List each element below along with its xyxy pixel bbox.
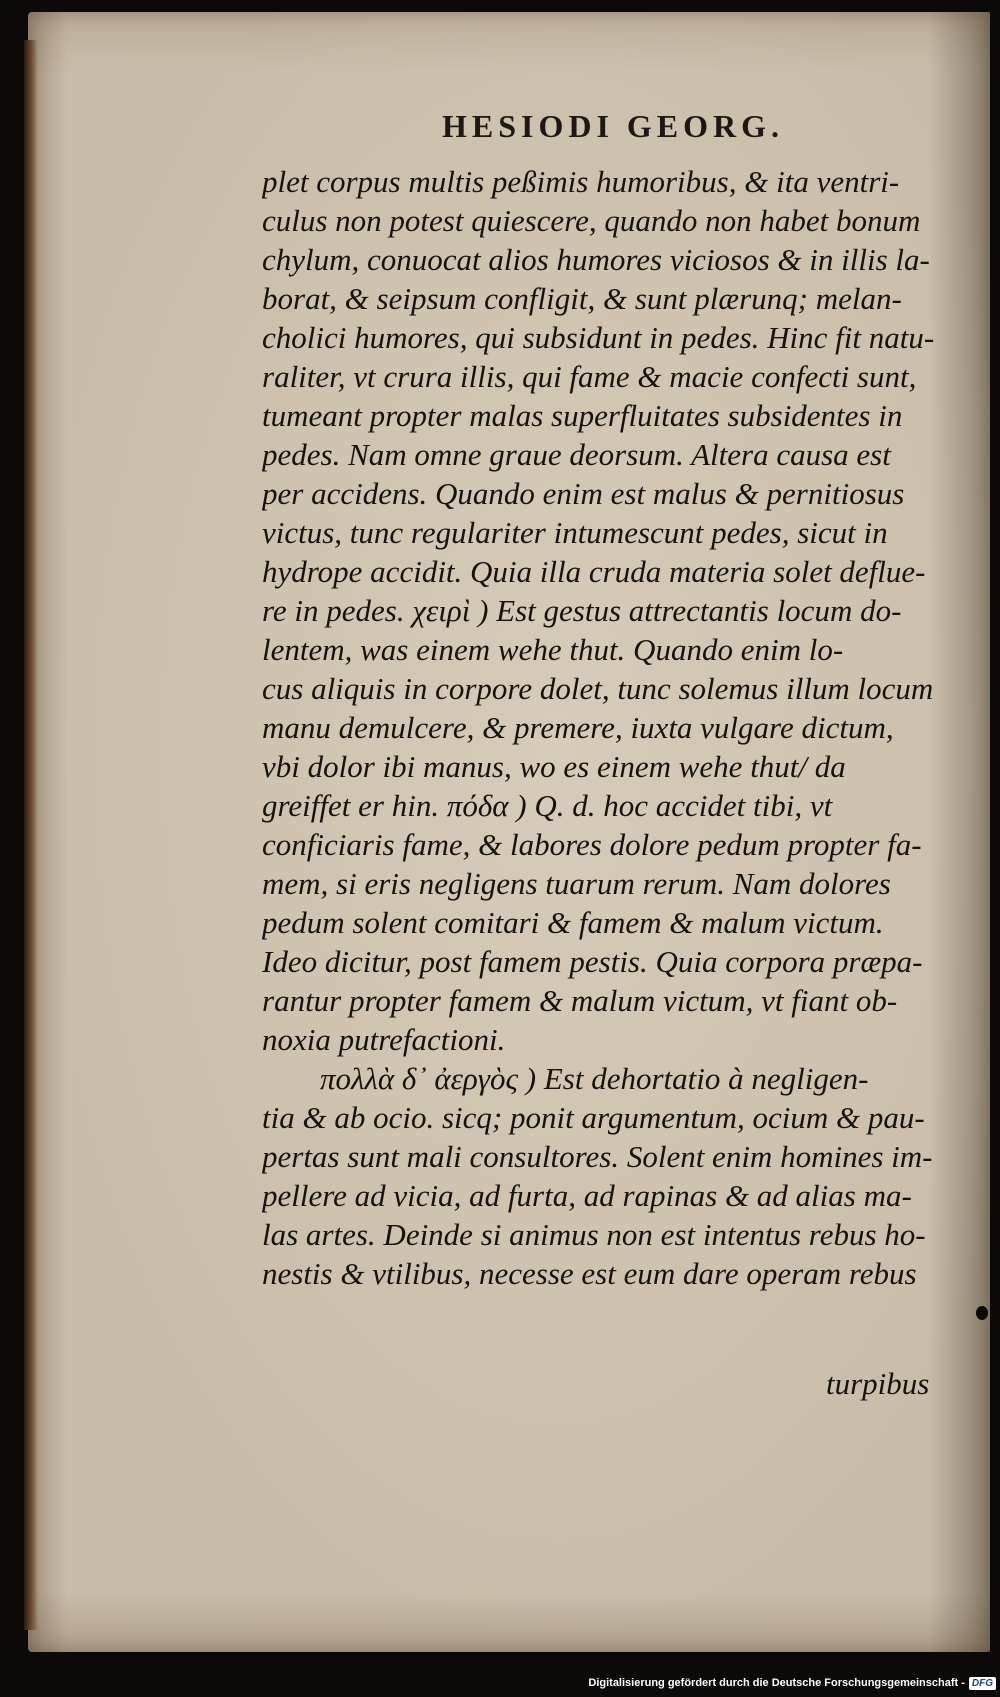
- text-line: greiffet er hin. πόδα ) Q. d. hoc accidet tibi, vt: [262, 788, 833, 823]
- catchword: turpibus: [826, 1366, 930, 1401]
- text-line: victus, tunc regulariter intumescunt pedes, sicut in: [262, 515, 888, 550]
- text-line: pedum solent comitari & famem & malum victum.: [262, 905, 884, 940]
- text-line: tia & ab ocio. sicq; ponit argumentum, ocium & pau-: [262, 1100, 925, 1135]
- digitization-credit: [588, 1673, 996, 1693]
- binding-hole: [976, 1306, 988, 1320]
- text-line: las artes. Deinde si animus non est intentus rebus ho-: [262, 1217, 926, 1252]
- text-line: rantur propter famem & malum victum, vt fiant ob-: [262, 983, 898, 1018]
- page-body-text: [262, 162, 1000, 1293]
- text-line: conficiaris fame, & labores dolore pedum propter fa-: [262, 827, 922, 862]
- text-line: manu demulcere, & premere, iuxta vulgare dictum,: [262, 710, 894, 745]
- text-line: plet corpus multis peßimis humoribus, & ita ventri-: [262, 164, 900, 199]
- text-line: hydrope accidit. Quia illa cruda materia solet deflue-: [262, 554, 926, 589]
- text-line: re in pedes. χειρὶ ) Est gestus attrectantis locum do-: [262, 593, 902, 628]
- text-line: cus aliquis in corpore dolet, tunc solemus illum locum: [262, 671, 934, 706]
- text-line: raliter, vt crura illis, qui fame & macie confecti sunt,: [262, 359, 917, 394]
- text-line: lentem, was einem wehe thut. Quando enim lo-: [262, 632, 844, 667]
- text-line: vbi dolor ibi manus, wo es einem wehe thut/ da: [262, 749, 846, 784]
- page-edge-shadow: [24, 40, 38, 1630]
- text-line: pertas sunt mali consultores. Solent enim homines im-: [262, 1139, 933, 1174]
- text-line: mem, si eris negligens tuarum rerum. Nam dolores: [262, 866, 891, 901]
- text-line: Ideo dicitur, post famem pestis. Quia corpora præpa-: [262, 944, 923, 979]
- text-line: cholici humores, qui subsidunt in pedes. Hinc fit natu-: [262, 320, 935, 355]
- text-line: pedes. Nam omne graue deorsum. Altera causa est: [262, 437, 891, 472]
- text-line: nestis & vtilibus, necesse est eum dare operam rebus: [262, 1256, 917, 1291]
- credit-text: Digitalisierung gefördert durch die Deutsche Forschungsgemeinschaft -: [588, 1677, 965, 1689]
- text-line: chylum, conuocat alios humores viciosos & in illis la-: [262, 242, 930, 277]
- text-line: πολλὰ δ᾽ ἀεργὸς ) Est dehortatio à negligen-: [320, 1061, 869, 1096]
- book-page: [28, 12, 990, 1652]
- dfg-logo-icon: DFG: [969, 1677, 996, 1690]
- text-line: culus non potest quiescere, quando non habet bonum: [262, 203, 921, 238]
- text-line: borat, & seipsum confligit, & sunt plærunq; melan-: [262, 281, 902, 316]
- text-line: noxia putrefactioni.: [262, 1022, 506, 1057]
- text-line: per accidens. Quando enim est malus & pernitiosus: [262, 476, 905, 511]
- text-line: tumeant propter malas superfluitates subsidentes in: [262, 398, 903, 433]
- text-line: pellere ad vicia, ad furta, ad rapinas & ad alias ma-: [262, 1178, 912, 1213]
- running-head: HESIODI GEORG.: [441, 108, 785, 144]
